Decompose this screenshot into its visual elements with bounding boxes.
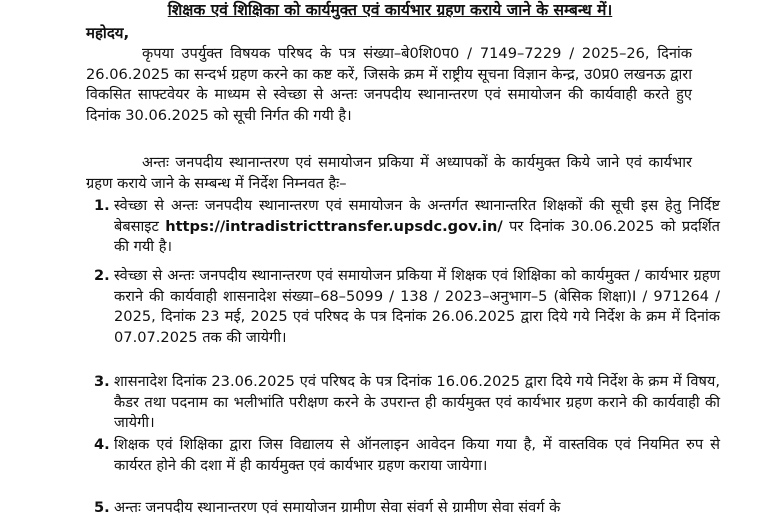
instruction-item xyxy=(86,196,720,258)
instruction-item xyxy=(86,498,720,516)
document-title: शिक्षक एवं शिक्षिका को कार्यमुक्त एवं कार्यभार ग्रहण कराये जाने के सम्बन्ध में। xyxy=(167,1,613,19)
instruction-item xyxy=(86,435,720,476)
instruction-list xyxy=(86,0,720,516)
paragraph-reference: कृपया उपर्युक्त विषयक परिषद के पत्र संख्या–बे0शि0प0 / 7149–7229 / 2025–26, दिनांक 26.06.2025 का सन्दर्भ ग्रहण करने का कष्ट करें, जिसके क्रम में राष्ट्रीय सूचना विज्ञान केन्द्र, उ0प्र0 लखनऊ द्वारा विकसित साफ्टवेयर के माध्यम से स्वेच्छा से अन्तः जनपदीय स्थानान्तरण एवं समायोजन की कार्यवाही करते हुए दिनांक 30.06.2025 को सूची निर्गत की गयी है। xyxy=(86,45,692,124)
instruction-item xyxy=(86,266,720,348)
transfer-website-link[interactable]: https://intradistricttransfer.upsdc.gov.in/ xyxy=(165,217,503,235)
item-number: 3. xyxy=(94,373,110,390)
item-number: 4. xyxy=(94,436,110,453)
item-text: पर दिनांक 30.06.2025 को प्रदर्शित की गयी है। xyxy=(114,217,720,255)
paragraph-instructions-intro: अन्तः जनपदीय स्थानान्तरण एवं समायोजन प्रकिया में अध्यापकों के कार्यमुक्त किये जाने एवं कार्यभार ग्रहण कराये जाने के सम्बन्ध में निर्देश निम्नवत हैः– xyxy=(86,154,692,192)
instruction-item xyxy=(86,372,720,434)
salutation: महोदय, xyxy=(86,24,130,42)
item-number: 1. xyxy=(94,197,110,214)
item-number: 2. xyxy=(94,267,110,284)
item-number: 5. xyxy=(94,499,110,516)
item-text: स्वेच्छा से अन्तः जनपदीय स्थानान्तरण एवं समायोजन प्रकिया में शिक्षक एवं शिक्षिका को कार्यमुक्त / कार्यभार ग्रहण कराने की कार्यवाही शासनादेश संख्या–68–5099 / 138 / 2023–अनुभाग–5 (बेसिक शिक्षा)I / 971264 / 2025, दिनांक 23 मई, 2025 एवं परिषद के पत्र दिनांक 26.06.2025 द्वारा दिये गये निर्देश के क्रम में दिनांक 07.07.2025 तक की जायेगी। xyxy=(114,267,720,346)
item-text: शिक्षक एवं शिक्षिका द्वारा जिस विद्यालय से ऑनलाइन आवेदन किया गया है, में वास्तविक एवं नियमित रुप से कार्यरत होने की दशा में ही कार्यमुक्त एवं कार्यभार ग्रहण कराया जायेगा। xyxy=(114,436,720,474)
item-text: शासनादेश दिनांक 23.06.2025 एवं परिषद के पत्र दिनांक 16.06.2025 द्वारा दिये गये निर्देश के क्रम में विषय, कैडर तथा पदनाम का भलीभांति परीक्षण करने के उपरान्त ही कार्यमुक्त एवं कार्यभार ग्रहण कराने की कार्यवाही की जायेगी। xyxy=(114,373,720,431)
item-text: स्वेच्छा से अन्तः जनपदीय स्थानान्तरण एवं समायोजन के अन्तर्गत स्थानान्तरित शिक्षकों की सूची इस हेतु निर्दिष्ट बेबसाइट xyxy=(114,197,720,235)
item-text: अन्तः जनपदीय स्थानान्तरण एवं समायोजन ग्रामीण सेवा संवर्ग से ग्रामीण सेवा संवर्ग के xyxy=(114,499,561,516)
